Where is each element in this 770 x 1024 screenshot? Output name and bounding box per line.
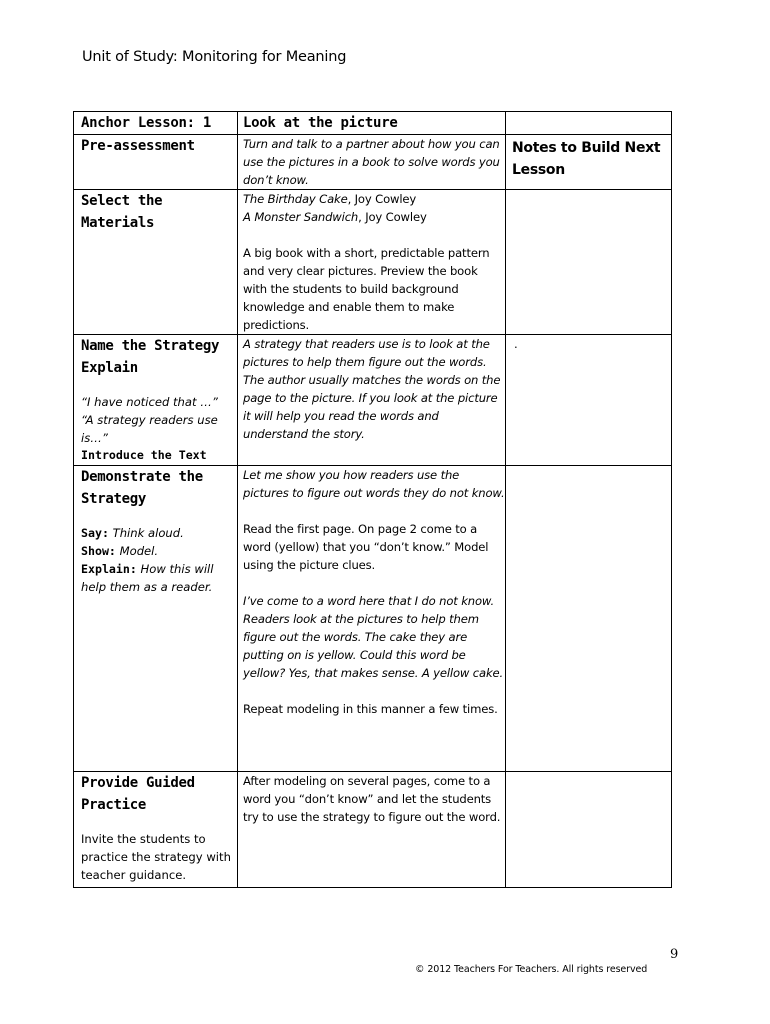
name-strategy-text: A strategy that readers use is to look at the pictures to help them figure out the words. The author usually matches the words on the page to the picture. If you look at the picture it will help you read the words and understand the story.: [243, 337, 501, 441]
strategy-prompt-2: “A strategy readers use is…”: [81, 413, 218, 445]
header-row: [74, 112, 672, 135]
pre-assessment-text: Turn and talk to a partner about how you can use the pictures in a book to solve words you don’t know.: [243, 137, 500, 187]
guided-practice-label: Provide Guided Practice: [81, 775, 195, 813]
table-row: [74, 335, 672, 466]
select-materials-text-cell: [238, 190, 506, 335]
table-row: [74, 190, 672, 335]
explain-text: How this will help them as a reader.: [81, 562, 214, 594]
table-row: [74, 772, 672, 888]
demonstrate-para-3: I’ve come to a word here that I do not know. Readers look at the pictures to help them figure out the words. The cake they are putting on is yellow. Could this word be yellow? Yes, that makes sense. A yellow cake.: [243, 594, 504, 680]
demonstrate-label: Demonstrate the Strategy: [81, 469, 203, 507]
empty-notes-cell: [506, 190, 672, 335]
pre-assessment-text-cell: [238, 135, 506, 190]
anchor-lesson-label: Anchor Lesson: 1: [81, 115, 212, 131]
notes-dot-cell: [506, 335, 672, 466]
book-line-2: [243, 208, 505, 226]
notes-label: Notes to Build Next Lesson: [512, 140, 661, 178]
guided-practice-invite: Invite the students to practice the strategy with teacher guidance.: [81, 832, 231, 882]
guided-practice-text-cell: [238, 772, 506, 888]
book-1-title: The Birthday Cake: [243, 192, 348, 206]
materials-description: A big book with a short, predictable pattern and very clear pictures. Preview the book with the students to build background knowledge and enable them to make predictions.: [243, 246, 490, 332]
pre-assessment-label-cell: [74, 135, 238, 190]
explain-line: [81, 560, 226, 596]
lesson-title-cell: [238, 112, 506, 135]
guided-practice-text: After modeling on several pages, come to a word you “don’t know” and let the students try to use the strategy to figure out the word.: [243, 774, 501, 824]
say-text: Think aloud.: [108, 526, 184, 540]
lesson-table: [73, 111, 672, 888]
show-line: [81, 542, 237, 560]
strategy-prompt-1: “I have noticed that …”: [81, 395, 218, 409]
empty-notes-cell: [506, 772, 672, 888]
copyright-notice: © 2012 Teachers For Teachers. All rights reserved: [415, 964, 648, 975]
notes-header-cell: [506, 135, 672, 190]
anchor-lesson-cell: [74, 112, 238, 135]
name-strategy-text-cell: [238, 335, 506, 466]
show-label: Show:: [81, 544, 116, 558]
say-label: Say:: [81, 526, 109, 540]
book-1-author: , Joy Cowley: [347, 192, 417, 206]
introduce-text-label: Introduce the Text: [81, 448, 207, 462]
unit-title: Unit of Study: Monitoring for Meaning: [82, 49, 347, 65]
select-materials-label: Select the Materials: [81, 193, 163, 231]
demonstrate-para-2: Read the first page. On page 2 come to a word (yellow) that you “don’t know.” Model using the picture clues.: [243, 522, 489, 572]
explain-label: Explain:: [81, 562, 137, 576]
guided-practice-label-cell: [74, 772, 238, 888]
empty-header-cell: [506, 112, 672, 135]
show-text: Model.: [115, 544, 159, 558]
book-line-1: [243, 190, 505, 208]
demonstrate-text-cell: [238, 466, 506, 772]
notes-dot: .: [514, 337, 518, 351]
demonstrate-para-4: Repeat modeling in this manner a few times.: [243, 702, 498, 716]
demonstrate-label-cell: [74, 466, 238, 772]
name-strategy-label-cell: [74, 335, 238, 466]
select-materials-label-cell: [74, 190, 238, 335]
pre-assessment-label: Pre-assessment: [81, 138, 195, 154]
empty-notes-cell: [506, 466, 672, 772]
lesson-title: Look at the picture: [243, 115, 398, 131]
demonstrate-para-1: Let me show you how readers use the pictures to figure out words they do not know.: [243, 468, 505, 500]
page-number: 9: [670, 947, 679, 962]
book-2-author: , Joy Cowley: [358, 210, 427, 224]
name-strategy-label: Name the Strategy Explain: [81, 338, 220, 376]
table-row: [74, 135, 672, 190]
table-row: [74, 466, 672, 772]
book-2-title: A Monster Sandwich: [243, 210, 359, 224]
say-line: [81, 524, 237, 542]
